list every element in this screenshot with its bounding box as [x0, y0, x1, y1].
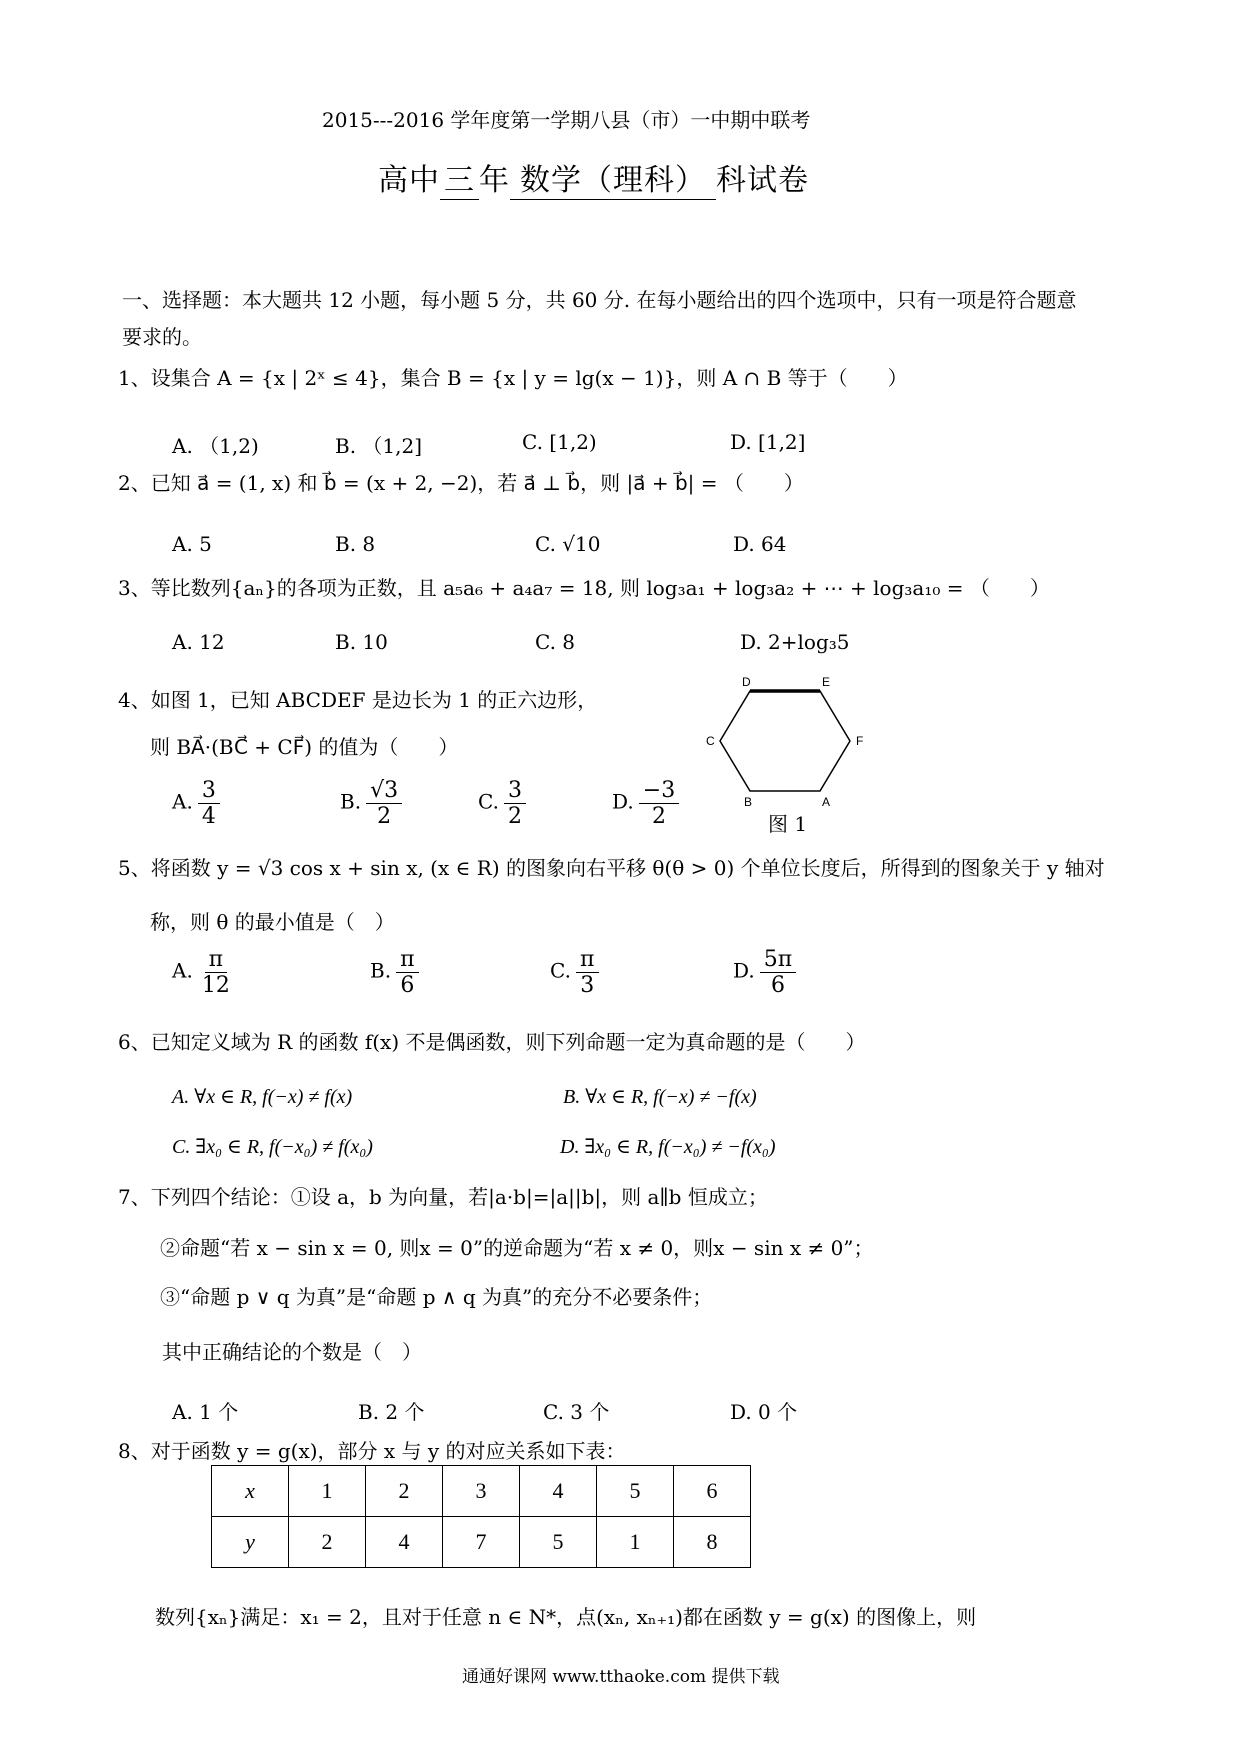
- q8-table: [211, 1465, 751, 1568]
- q4-option-b-fraction: $\frac{√3}{2}$: [366, 778, 402, 830]
- exam-title: [378, 155, 809, 200]
- q5-option-a-fraction: $\frac{\pi}{12}$: [201, 947, 230, 999]
- q7-item-2: ②命题“若 x − sin x = 0, 则x = 0”的逆命题为“若 x ≠ 0，则x − sin x ≠ 0”；: [160, 1236, 874, 1260]
- table-row-x: [212, 1466, 751, 1517]
- vertex-label-e: E: [822, 675, 831, 689]
- q4-stem-line2: 则 BA⃗·(BC⃗ + CF⃗) 的值为（ ）: [150, 735, 459, 759]
- q1-option-d: D. [1,2]: [730, 430, 806, 454]
- section-heading-line1: 一、选择题：本大题共 12 小题，每小题 5 分，共 60 分. 在每小题给出的四个选项中，只有一项是符合题意: [122, 288, 1077, 312]
- hexagon-outline: [720, 691, 850, 791]
- q2-option-a: A. 5: [172, 532, 212, 556]
- table-cell: 8: [674, 1517, 751, 1568]
- q8-tail: 数列{xₙ}满足：x₁ = 2，且对于任意 n ∈ N*，点(xₙ, xₙ₊₁)都在函数 y = g(x) 的图像上，则: [155, 1605, 977, 1629]
- q1-stem: 1、设集合 A = {x | 2ˣ ≤ 4}，集合 B = {x | y = lg(x − 1)}，则 A ∩ B 等于（ ）: [118, 366, 908, 390]
- table-cell: 5: [597, 1466, 674, 1517]
- vertex-label-d: D: [742, 675, 751, 689]
- q4-option-d: D. $\frac{-3}{2}$: [612, 778, 679, 830]
- table-cell: 1: [289, 1466, 366, 1517]
- q7-stem: 7、下列四个结论：①设 a，b 为向量，若|a·b|=|a||b|，则 a∥b 恒成立；: [118, 1185, 768, 1209]
- q4-option-d-fraction: $\frac{-3}{2}$: [639, 778, 679, 830]
- title-subject: 数学（理科）: [510, 155, 716, 200]
- table-cell: 3: [443, 1466, 520, 1517]
- table-header-y: y: [212, 1517, 289, 1568]
- table-row-y: [212, 1517, 751, 1568]
- q4-option-c: C. $\frac{3}{2}$: [478, 778, 526, 830]
- q3-option-d: D. 2+log₃5: [740, 630, 850, 654]
- value-table: [211, 1465, 751, 1568]
- q5-option-c-fraction: $\frac{\pi}{3}$: [576, 947, 598, 999]
- hexagon-figure: [700, 675, 870, 835]
- exam-header-line: 2015---2016 学年度第一学期八县（市）一中期中联考: [322, 108, 811, 132]
- q5-option-a: A. $\frac{\pi}{12}$: [172, 947, 234, 999]
- q7-option-a: A. 1 个: [172, 1400, 239, 1424]
- q5-option-d-fraction: $\frac{5\pi}{6}$: [760, 947, 796, 999]
- q5-option-d: D. $\frac{5\pi}{6}$: [733, 947, 796, 999]
- q7-option-b: B. 2 个: [358, 1400, 425, 1424]
- table-cell: 2: [366, 1466, 443, 1517]
- q4-stem-line1: 4、如图 1，已知 ABCDEF 是边长为 1 的正六边形，: [118, 688, 598, 712]
- q7-option-d: D. 0 个: [730, 1400, 798, 1424]
- q6-option-d: D. ∃x₀ ∈ R, f(−x₀) ≠ −f(x₀): [560, 1136, 776, 1158]
- page-footer: 通通好课网 www.tthaoke.com 提供下载: [462, 1667, 780, 1687]
- q1-option-a: A. （1,2): [172, 434, 259, 458]
- q4-option-c-fraction: $\frac{3}{2}$: [504, 778, 526, 830]
- q1-option-c: C. [1,2): [522, 430, 597, 454]
- table-header-x: x: [212, 1466, 289, 1517]
- table-cell: 2: [289, 1517, 366, 1568]
- table-cell: 4: [520, 1466, 597, 1517]
- q6-option-b: B. ∀x ∈ R, f(−x) ≠ −f(x): [563, 1086, 757, 1108]
- q3-option-b: B. 10: [335, 630, 388, 654]
- q4-option-b: B. $\frac{√3}{2}$: [340, 778, 402, 830]
- q8-stem: 8、对于函数 y = g(x)，部分 x 与 y 的对应关系如下表：: [118, 1439, 626, 1463]
- q2-option-b: B. 8: [335, 532, 376, 556]
- q3-option-c: C. 8: [535, 630, 576, 654]
- q2-stem: 2、已知 a⃗ = (1, x) 和 b⃗ = (x + 2, −2)，若 a⃗ ⊥ b⃗，则 |a⃗ + b⃗| = （ ）: [118, 471, 804, 495]
- table-cell: 4: [366, 1517, 443, 1568]
- section-heading-line2: 要求的。: [122, 325, 202, 349]
- q2-option-c: C. √10: [535, 532, 601, 556]
- q7-option-c: C. 3 个: [543, 1400, 610, 1424]
- vertex-label-a: A: [822, 795, 831, 809]
- q4-option-a: A. $\frac{3}{4}$: [172, 778, 220, 830]
- q7-item-3: ③“命题 p ∨ q 为真”是“命题 p ∧ q 为真”的充分不必要条件；: [160, 1285, 713, 1309]
- title-suffix: 科试卷: [716, 163, 809, 198]
- figure-caption: 图 1: [768, 812, 808, 836]
- q5-option-c: C. $\frac{\pi}{3}$: [550, 947, 599, 999]
- q4-option-a-fraction: $\frac{3}{4}$: [198, 778, 220, 830]
- q6-option-a: A. ∀x ∈ R, f(−x) ≠ f(x): [172, 1086, 353, 1108]
- q2-option-d: D. 64: [733, 532, 787, 556]
- table-cell: 5: [520, 1517, 597, 1568]
- table-cell: 7: [443, 1517, 520, 1568]
- q3-option-a: A. 12: [172, 630, 225, 654]
- q5-option-b-fraction: $\frac{\pi}{6}$: [396, 947, 418, 999]
- title-grade: 三: [440, 155, 479, 200]
- q5-stem-line2: 称，则 θ 的最小值是（ ）: [150, 910, 395, 934]
- vertex-label-b: B: [744, 795, 753, 809]
- title-mid: 年: [479, 163, 510, 198]
- table-cell: 6: [674, 1466, 751, 1517]
- q6-option-c: C. ∃x₀ ∈ R, f(−x₀) ≠ f(x₀): [172, 1136, 373, 1158]
- q1-option-b: B. （1,2]: [335, 434, 423, 458]
- vertex-label-c: C: [706, 734, 715, 748]
- vertex-label-f: F: [856, 734, 864, 748]
- q7-question: 其中正确结论的个数是（ ）: [162, 1340, 422, 1364]
- q3-stem: 3、等比数列{aₙ}的各项为正数，且 a₅a₆ + a₄a₇ = 18, 则 log₃a₁ + log₃a₂ + ⋯ + log₃a₁₀ = （ ）: [118, 576, 1050, 600]
- q6-stem: 6、已知定义域为 R 的函数 f(x) 不是偶函数，则下列命题一定为真命题的是（ ）: [118, 1030, 866, 1054]
- table-cell: 1: [597, 1517, 674, 1568]
- q5-stem-line1: 5、将函数 y = √3 cos x + sin x, (x ∈ R) 的图象向右平移 θ(θ > 0) 个单位长度后，所得到的图象关于 y 轴对: [118, 856, 1105, 880]
- q5-option-b: B. $\frac{\pi}{6}$: [370, 947, 419, 999]
- title-prefix: 高中: [378, 163, 440, 198]
